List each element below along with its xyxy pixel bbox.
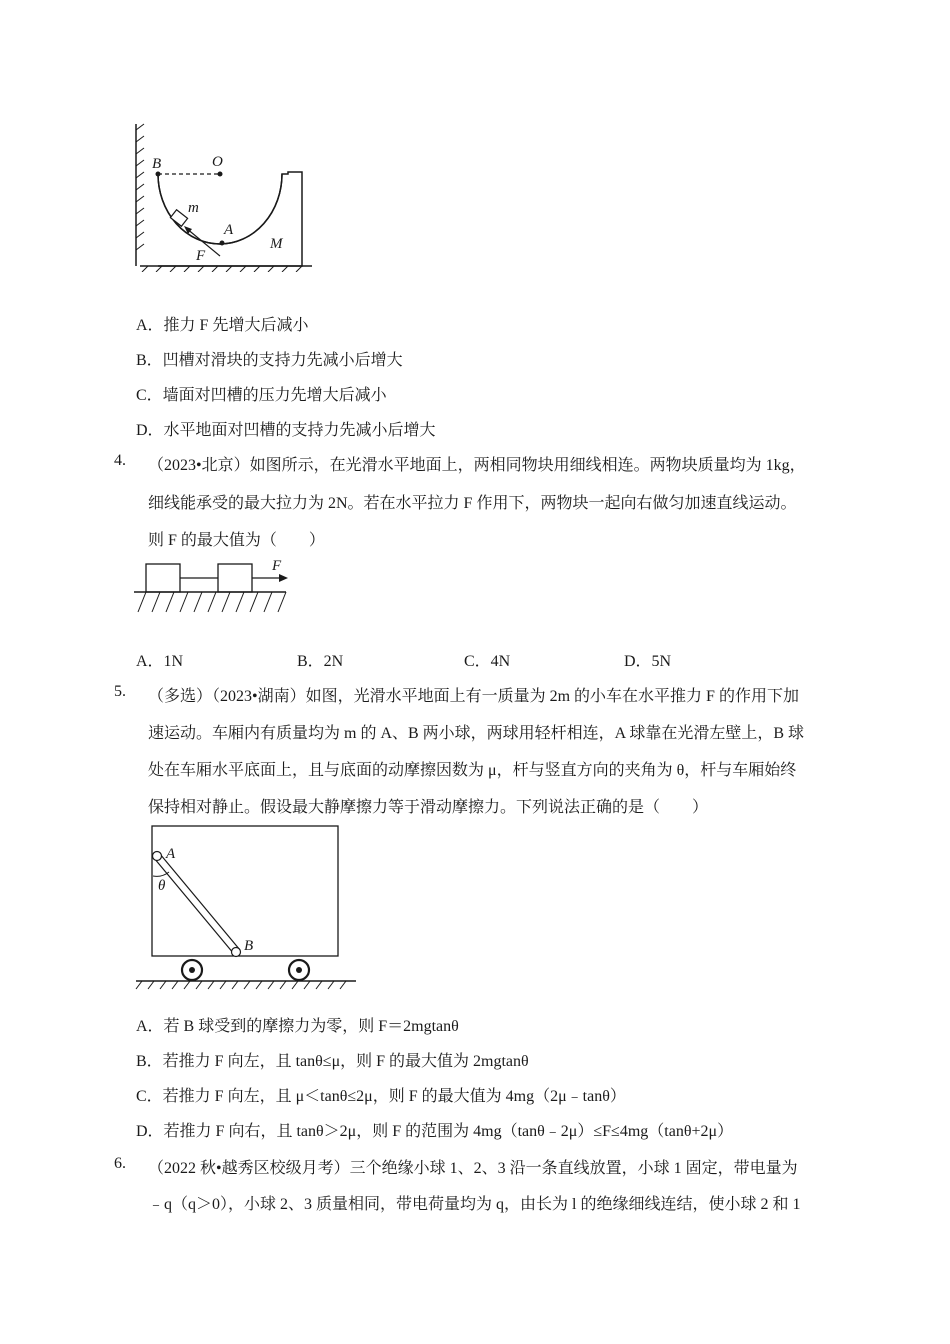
label-M: M [270,236,283,252]
label-B: B [152,156,162,172]
q5-option-c: C．若推力 F 向左，且 μ＜tanθ≤2μ，则 F 的最大值为 4mg（2μ﹣tanθ） [136,1088,626,1105]
q5-line-4: 保持相对静止。假设最大静摩擦力等于滑动摩擦力。下列说法正确的是（ ） [148,799,709,816]
q4-option-d: D．5N [624,653,672,670]
q4-line-3: 则 F 的最大值为（ ） [148,532,325,549]
label-A: A [224,222,234,238]
q4-option-c: C．4N [464,653,511,670]
q4-option-a: A．1N [136,653,184,670]
label-theta: θ [158,878,166,894]
label-F: F [196,248,206,264]
q6-number: 6. [114,1155,126,1172]
q3-option-b: B．凹槽对滑块的支持力先减小后增大 [136,352,403,369]
label-O: O [212,154,223,170]
label-F: F [272,558,282,574]
q4-number: 4. [114,452,126,469]
q5-option-b: B．若推力 F 向左，且 tanθ≤μ，则 F 的最大值为 2mgtanθ [136,1053,529,1070]
q4-option-b: B．2N [297,653,344,670]
q5-number: 5. [114,683,126,700]
q3-option-c: C．墙面对凹槽的压力先增大后减小 [136,387,387,404]
figure-two-blocks [134,556,290,616]
label-m: m [188,200,199,216]
q4-line-1: （2023•北京）如图所示，在光滑水平地面上，两相同物块用细线相连。两物块质量均为 1kg， [148,457,806,474]
figure-cart [134,820,360,992]
figure-groove [128,120,318,272]
q5-line-3: 处在车厢水平底面上，且与底面的动摩擦因数为 μ，杆与竖直方向的夹角为 θ，杆与车厢始终 [148,762,797,779]
q3-option-a: A．推力 F 先增大后减小 [136,317,309,334]
q4-line-2: 细线能承受的最大拉力为 2N。若在水平拉力 F 作用下，两物块一起向右做匀加速直线运动。 [148,495,797,512]
q5-option-a: A．若 B 球受到的摩擦力为零，则 F＝2mgtanθ [136,1018,459,1035]
q5-line-1: （多选）（2023•湖南）如图，光滑水平地面上有一质量为 2m 的小车在水平推力 F 的作用下加 [148,688,799,705]
label-A: A [166,846,176,862]
q6-line-1: （2022 秋•越秀区校级月考）三个绝缘小球 1、2、3 沿一条直线放置，小球 1 固定，带电量为 [148,1160,798,1177]
q5-line-2: 速运动。车厢内有质量均为 m 的 A、B 两小球，两球用轻杆相连，A 球靠在光滑左壁上，B 球 [148,725,805,742]
q3-option-d: D．水平地面对凹槽的支持力先减小后增大 [136,422,436,439]
label-B: B [244,938,254,954]
q5-option-d: D．若推力 F 向右，且 tanθ＞2μ，则 F 的范围为 4mg（tanθ﹣2μ）≤F≤4mg（tanθ+2μ） [136,1123,734,1140]
q6-line-2: ﹣q（q＞0），小球 2、3 质量相同，带电荷量均为 q，由长为 l 的绝缘细线连结，使小球 2 和 1 [148,1196,801,1213]
